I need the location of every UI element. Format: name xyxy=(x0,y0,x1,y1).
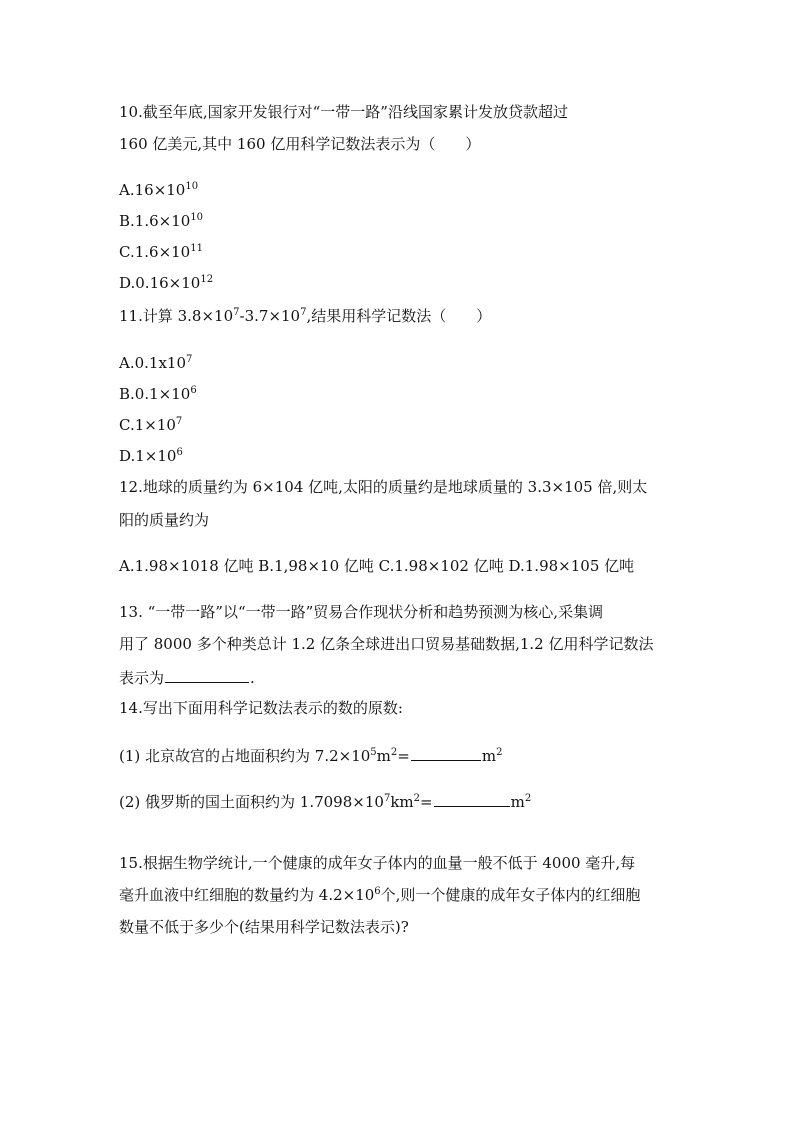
q12-options: A.1.98×1018 亿吨 B.1,98×10 亿吨 C.1.98×102 亿吨 D.1.98×105 亿吨 xyxy=(119,557,635,575)
q10-stem-line2: 160 亿美元,其中 160 亿用科学记数法表示为（ ） xyxy=(119,135,481,153)
q14-part-2: (2) 俄罗斯的国土面积约为 $1.7098\times 10^7km^2= m^2$ xyxy=(119,790,531,812)
q10-option-d: $D.0.16\times 10^{12}$ xyxy=(119,274,214,292)
q12-stem-line1: 12.地球的质量约为 6×104 亿吨,太阳的质量约是地球质量的 3.3×105 倍,则太 xyxy=(119,478,648,496)
q10-option-b: $B.1.6\times 10^{10}$ xyxy=(119,212,204,230)
q13-stem-line1: 13. “一带一路”以“一带一路”贸易合作现状分析和趋势预测为核心,采集调 xyxy=(119,603,604,621)
q12-stem-line2: 阳的质量约为 xyxy=(119,511,210,529)
q10-stem-line1: 10.截至年底,国家开发银行对“一带一路”沿线国家累计发放贷款超过 xyxy=(119,103,568,121)
q15-stem-line2: 毫升血液中红细胞的数量约为 $4.2\times 10^6$个,则一个健康的成年女子体内的红细胞 xyxy=(119,886,641,904)
q11-option-d: $D.1\times 10^6$ xyxy=(119,447,183,465)
q14-stem: 14.写出下面用科学记数法表示的数的原数: xyxy=(119,699,403,717)
q11-option-b: $B.0.1\times 10^6$ xyxy=(119,385,197,403)
q11-option-c: $C.1\times 10^7$ xyxy=(119,416,183,434)
q15-stem-line1: 15.根据生物学统计,一个健康的成年女子体内的血量一般不低于 4000 毫升,每 xyxy=(119,854,636,872)
q15-stem-line3: 数量不低于多少个(结果用科学记数法表示)? xyxy=(119,918,409,936)
q14-part-2-blank[interactable] xyxy=(434,790,510,807)
q13-answer-blank[interactable] xyxy=(165,666,249,683)
q10-option-c: $C.1.6\times 10^{11}$ xyxy=(119,243,203,261)
q11-stem: 11.计算 $3.8\times 10^7-3.7\times 10^7$,结果用科学记数法（ ） xyxy=(119,307,492,325)
q14-part-1-blank[interactable] xyxy=(411,744,481,761)
q10-option-a: $A.16\times 10^{10}$ xyxy=(119,181,199,199)
q13-stem-line2: 用了 8000 多个种类总计 1.2 亿条全球进出口贸易基础数据,1.2 亿用科学记数法 xyxy=(119,635,654,653)
q14-part-1: (1) 北京故宫的占地面积约为 $7.2\times 10^5m^2= m^2$ xyxy=(119,744,502,766)
q11-option-a: $A.0.1x10^7$ xyxy=(119,354,193,372)
q13-stem-line3: 表示为 . xyxy=(119,666,255,688)
